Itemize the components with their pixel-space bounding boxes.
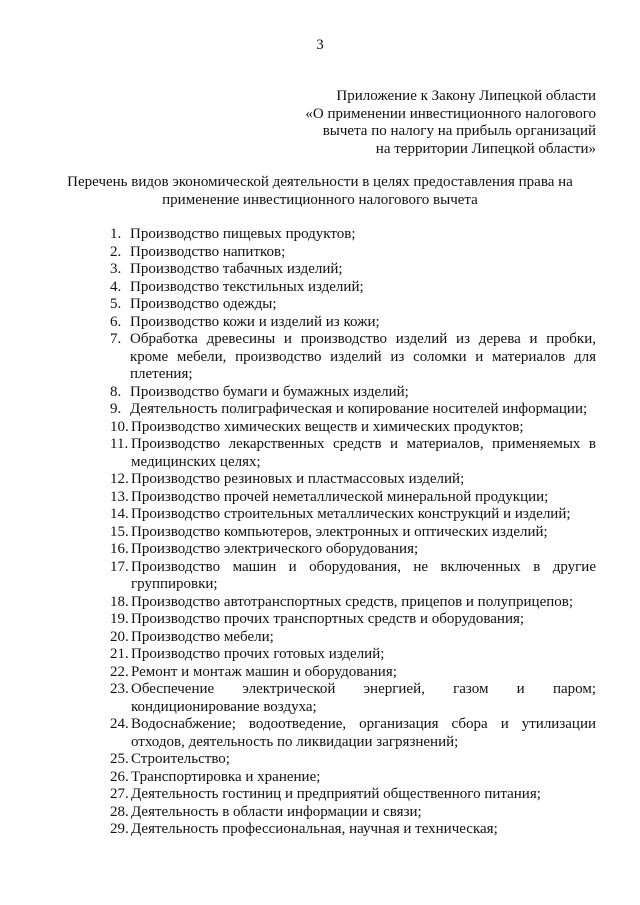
list-item [110, 594, 596, 612]
list-item-number: 19. [110, 611, 129, 627]
list-item [110, 506, 596, 524]
document-title [40, 174, 600, 209]
list-item-text: Производство прочих транспортных средств и оборудования; [131, 611, 525, 627]
list-item-text: Производство одежды; [130, 296, 277, 312]
title-line: Перечень видов экономической деятельности в целях предоставления права на [67, 174, 573, 190]
list-item [110, 296, 596, 314]
list-item-number: 3. [110, 261, 122, 277]
list-item-number: 25. [110, 751, 129, 767]
list-item-number: 5. [110, 296, 122, 312]
list-item [110, 436, 596, 471]
list-item [110, 786, 596, 804]
list-item-number: 1. [110, 226, 122, 242]
list-item [110, 664, 596, 682]
list-item-text: Производство текстильных изделий; [130, 278, 364, 295]
appendix-line: на территории Липецкой области» [375, 140, 596, 157]
list-item-text: Деятельность в области информации и связи; [131, 803, 422, 820]
list-item-number: 13. [110, 488, 129, 505]
list-item-text: Производство электрического оборудования; [131, 541, 419, 557]
list-item-number: 12. [110, 471, 129, 487]
list-item [110, 471, 596, 489]
list-item [110, 401, 596, 419]
list-item [110, 524, 596, 542]
list-item [110, 244, 596, 262]
list-item-number: 16. [110, 541, 129, 557]
list-item-number: 28. [110, 803, 129, 820]
list-item-text: Производство кожи и изделий из кожи; [130, 313, 380, 330]
list-item-number: 7. [110, 331, 122, 347]
list-item-text: Деятельность профессиональная, научная и техническая; [131, 821, 498, 837]
list-item [110, 279, 596, 297]
list-item-number: 21. [110, 646, 129, 662]
list-item-text: Обработка древесины и производство изделий из дерева и пробки, кроме мебели, производство изделий из соломки и материалов для плетения; [130, 331, 596, 382]
list-item [110, 314, 596, 332]
list-item-text: Ремонт и монтаж машин и оборудования; [131, 663, 397, 680]
list-item-number: 9. [110, 401, 122, 417]
list-item [110, 489, 596, 507]
list-item-number: 26. [110, 768, 129, 785]
appendix-line: «О применении инвестиционного налогового [305, 105, 596, 122]
list-item-number: 10. [110, 418, 129, 435]
list-item-number: 14. [110, 506, 129, 522]
list-item-number: 27. [110, 786, 129, 802]
list-item-text: Строительство; [131, 751, 230, 767]
list-item-number: 18. [110, 593, 129, 610]
list-item [110, 611, 596, 629]
list-item-text: Производство компьютеров, электронных и оптических изделий; [131, 523, 548, 540]
list-item-text: Производство табачных изделий; [130, 261, 343, 277]
list-item-number: 24. [110, 716, 129, 732]
list-item [110, 646, 596, 664]
list-item [110, 629, 596, 647]
activity-list [110, 226, 596, 839]
list-item-text: Производство прочей неметаллической минеральной продукции; [131, 488, 549, 505]
list-item-text: Производство пищевых продуктов; [130, 226, 356, 242]
list-item-text: Производство резиновых и пластмассовых изделий; [131, 471, 465, 487]
list-item-text: Производство химических веществ и химических продуктов; [131, 418, 524, 435]
list-item-text: Обеспечение электрической энергией, газом и паром; кондиционирование воздуха; [131, 681, 596, 715]
list-item [110, 751, 596, 769]
list-item-text: Производство мебели; [131, 628, 274, 645]
list-item [110, 226, 596, 244]
list-item [110, 681, 596, 716]
list-item-text: Деятельность полиграфическая и копирование носителей информации; [130, 401, 588, 417]
list-item-number: 20. [110, 628, 129, 645]
list-item [110, 769, 596, 787]
page-number: 3 [316, 37, 324, 53]
list-item-number: 17. [110, 558, 129, 575]
list-item-number: 22. [110, 663, 129, 680]
list-item-text: Производство автотранспортных средств, прицепов и полуприцепов; [131, 593, 574, 610]
list-item-number: 15. [110, 523, 129, 540]
list-item-number: 29. [110, 821, 129, 837]
list-item [110, 804, 596, 822]
list-item-number: 2. [110, 243, 122, 260]
list-item [110, 331, 596, 384]
list-item-text: Производство бумаги и бумажных изделий; [130, 383, 409, 400]
list-item [110, 384, 596, 402]
appendix-line: Приложение к Закону Липецкой области [336, 88, 596, 104]
list-item [110, 261, 596, 279]
list-item-text: Водоснабжение; водоотведение, организация сбора и утилизации отходов, деятельность по ликвидации загрязнений; [131, 716, 596, 750]
list-item-text: Производство лекарственных средств и материалов, применяемых в медицинских целях; [131, 436, 596, 470]
list-item-text: Деятельность гостиниц и предприятий общественного питания; [131, 786, 541, 802]
title-line: применение инвестиционного налогового вычета [162, 191, 478, 208]
list-item-number: 8. [110, 383, 122, 400]
list-item [110, 419, 596, 437]
appendix-line: вычета по налогу на прибыль организаций [322, 123, 596, 139]
list-item-number: 11. [110, 436, 129, 452]
appendix-header [236, 88, 596, 158]
list-item-text: Производство прочих готовых изделий; [131, 646, 385, 662]
list-item-text: Производство напитков; [130, 243, 286, 260]
list-item [110, 559, 596, 594]
list-item [110, 821, 596, 839]
list-item-text: Производство строительных металлических конструкций и изделий; [131, 506, 571, 522]
list-item [110, 541, 596, 559]
list-item-text: Производство машин и оборудования, не включенных в другие группировки; [131, 558, 596, 592]
list-item [110, 716, 596, 751]
list-item-text: Транспортировка и хранение; [131, 768, 321, 785]
list-item-number: 23. [110, 681, 129, 697]
list-item-number: 6. [110, 313, 122, 330]
list-item-number: 4. [110, 278, 122, 295]
